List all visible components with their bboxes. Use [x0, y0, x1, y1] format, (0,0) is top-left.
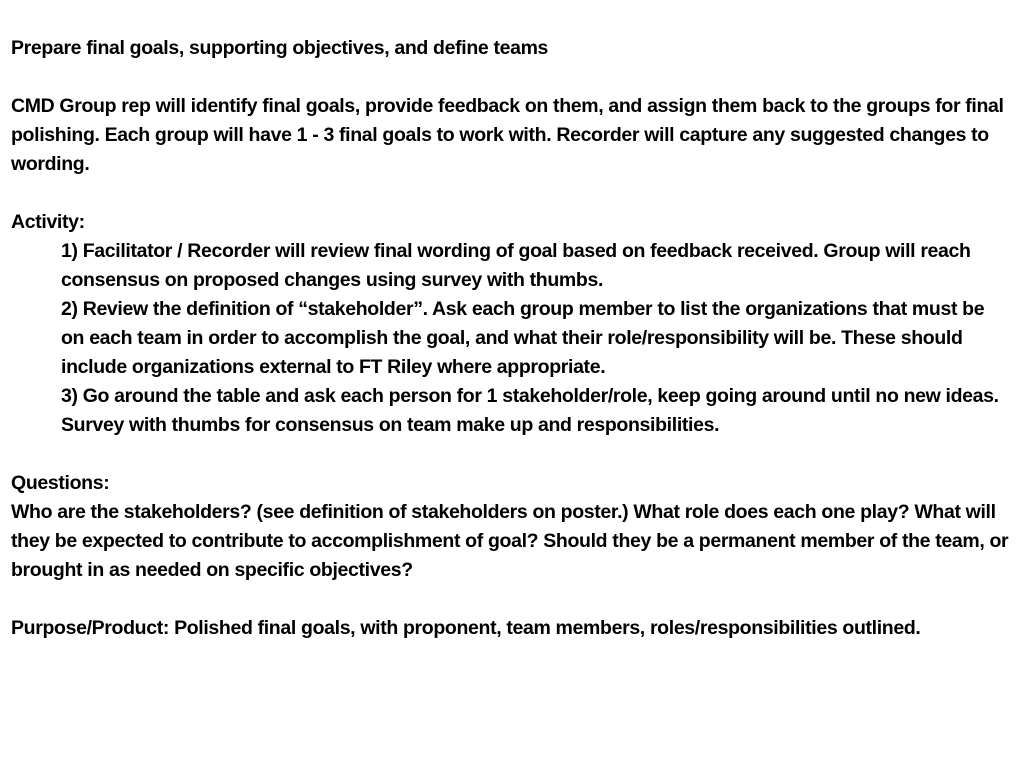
- questions-paragraph: Who are the stakeholders? (see definition of stakeholders on poster.) What role does each one play? What will they be expected to contribute to accomplishment of goal? Should they be a permanent member of the team, or brought in as needed on specific objectives?: [11, 501, 1009, 581]
- activity-list: [11, 237, 1009, 440]
- questions-heading: Questions:: [11, 472, 110, 494]
- slide-content: [11, 34, 1009, 643]
- activity-item-3: 3) Go around the table and ask each person for 1 stakeholder/role, keep going around until no new ideas. Survey with thumbs for consensus on team make up and responsibilities.: [61, 385, 999, 436]
- spacer: [11, 179, 1009, 208]
- activity-heading: Activity:: [11, 211, 85, 233]
- purpose-paragraph: Purpose/Product: Polished final goals, with proponent, team members, roles/responsibilities outlined.: [11, 617, 921, 639]
- spacer: [11, 585, 1009, 614]
- activity-item-1: 1) Facilitator / Recorder will review final wording of goal based on feedback received. Group will reach consensus on proposed changes using survey with thumbs.: [61, 240, 971, 291]
- spacer: [11, 440, 1009, 469]
- intro-paragraph: CMD Group rep will identify final goals, provide feedback on them, and assign them back to the groups for final polishing. Each group will have 1 - 3 final goals to work with. Recorder will capture any suggested changes to wording.: [11, 95, 1004, 175]
- slide-title: Prepare final goals, supporting objectives, and define teams: [11, 37, 549, 59]
- activity-item-2: 2) Review the definition of “stakeholder”. Ask each group member to list the organizations that must be on each team in order to accomplish the goal, and what their role/responsibility will be. These should include organizations external to FT Riley where appropriate.: [61, 298, 985, 378]
